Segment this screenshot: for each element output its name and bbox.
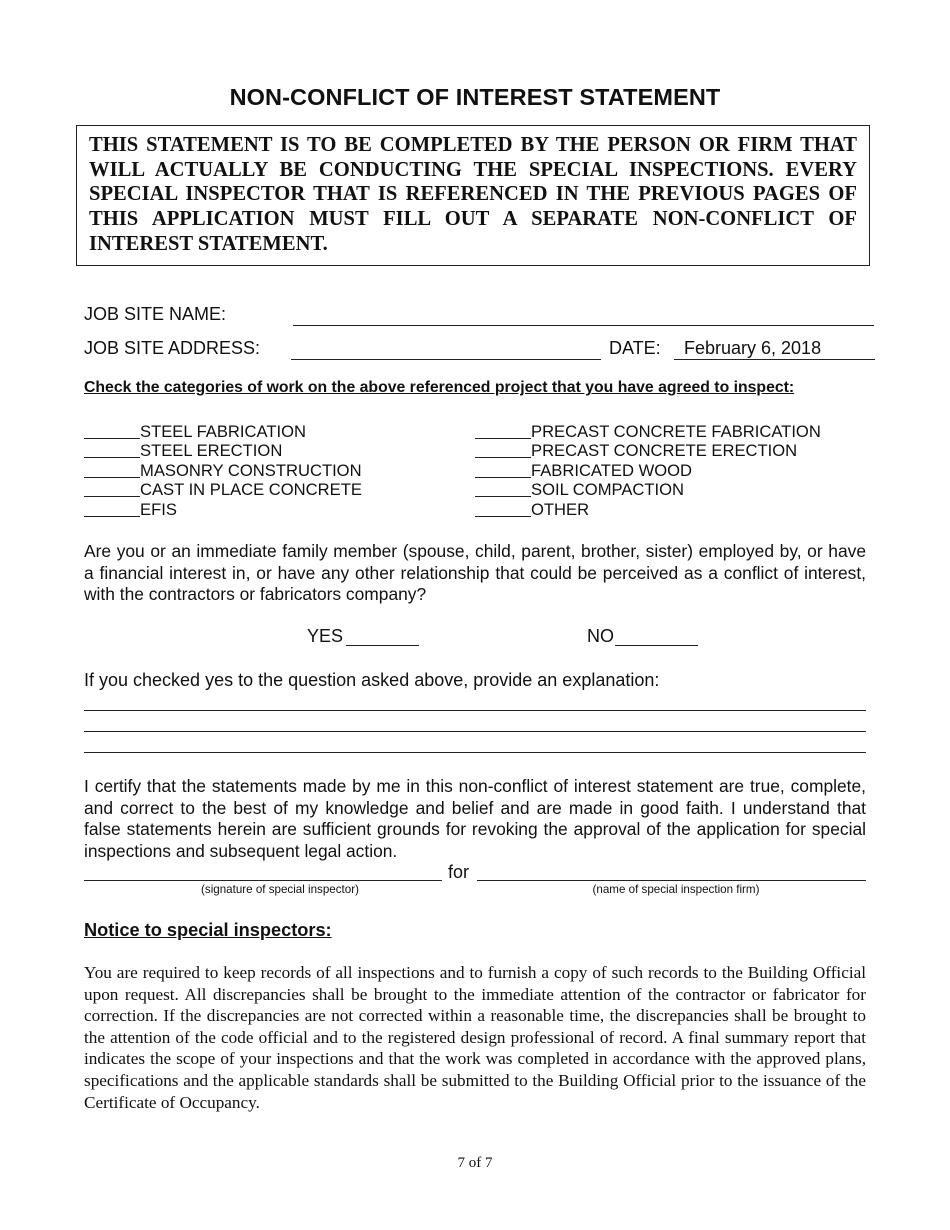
firm-caption: (name of special inspection firm) [592, 883, 760, 896]
category-label: STEEL FABRICATION [140, 421, 306, 441]
category-item[interactable] [475, 421, 875, 441]
conflict-question: Are you or an immediate family member (spouse, child, parent, brother, sister) employed by, or have a financial interest in, or have any other relationship that could be perceived as a conflict of interest, with the contractors or fabricators company? [84, 541, 866, 604]
page-number: 7 of 7 [457, 1155, 493, 1171]
yes-label: YES [307, 626, 344, 646]
no-answer-line[interactable] [615, 645, 698, 646]
job-site-address-line [291, 359, 601, 360]
explanation-line[interactable] [84, 752, 866, 753]
category-checkbox-line[interactable] [475, 481, 531, 497]
firm-name-line[interactable] [477, 880, 866, 881]
category-checkbox-line[interactable] [84, 423, 140, 439]
yes-answer-line[interactable] [346, 645, 419, 646]
category-item[interactable] [475, 460, 875, 480]
date-field[interactable]: February 6, 2018 [684, 338, 822, 358]
job-site-name-label: JOB SITE NAME: [84, 304, 227, 324]
job-site-address-field[interactable] [294, 338, 598, 359]
category-item[interactable] [84, 441, 464, 461]
category-label: OTHER [531, 499, 590, 519]
page-title: NON-CONFLICT OF INTEREST STATEMENT [229, 84, 721, 110]
explanation-line[interactable] [84, 710, 866, 711]
category-item[interactable] [84, 480, 464, 500]
category-item[interactable] [84, 499, 464, 519]
job-site-name-line [293, 325, 874, 326]
category-item[interactable] [475, 480, 875, 500]
category-item[interactable] [84, 460, 464, 480]
categories-right-list [475, 421, 875, 519]
notice-text: You are required to keep records of all inspections and to furnish a copy of such records to the Building Official upon request. All discrepancies shall be brought to the immediate attention of the contractor or fabricator for correction. If the discrepancies are not corrected within a reasonable time, the discrepancies shall be brought to the attention of the code official and to the registered design professional of record. A final summary report that indicates the scope of your inspections and that the work was completed in accordance with the approved plans, specifications and the applicable standards shall be submitted to the Building Official prior to the issuance of the Certificate of Occupancy. [84, 963, 866, 1112]
explanation-line[interactable] [84, 731, 866, 732]
category-label: CAST IN PLACE CONCRETE [140, 480, 362, 500]
category-checkbox-line[interactable] [475, 423, 531, 439]
category-label: MASONRY CONSTRUCTION [140, 460, 362, 480]
notice-heading: Notice to special inspectors: [84, 920, 332, 940]
category-label: EFIS [140, 499, 177, 519]
category-checkbox-line[interactable] [84, 481, 140, 497]
categories-left-list [84, 421, 464, 519]
no-label: NO [587, 626, 614, 646]
signature-caption: (signature of special inspector) [201, 883, 359, 896]
category-label: FABRICATED WOOD [531, 460, 693, 480]
instruction-text: THIS STATEMENT IS TO BE COMPLETED BY THE PERSON OR FIRM THAT WILL ACTUALLY BE CONDUCTING THE SPECIAL INSPECTIONS. EVERY SPECIAL INSPECTOR THAT IS REFERENCED IN THE PREVIOUS PAGES OF THIS APPLICATION MUST FILL OUT A SEPARATE NON-CONFLICT OF INTEREST STATEMENT. [89, 134, 857, 255]
category-checkbox-line[interactable] [84, 442, 140, 458]
category-item[interactable] [84, 421, 464, 441]
categories-heading: Check the categories of work on the above referenced project that you have agreed to inspect: [84, 379, 795, 396]
category-item[interactable] [475, 441, 875, 461]
category-label: SOIL COMPACTION [531, 480, 685, 500]
job-site-name-field[interactable] [296, 304, 872, 325]
date-line [674, 359, 875, 360]
category-item[interactable] [475, 499, 875, 519]
category-label: PRECAST CONCRETE ERECTION [531, 441, 798, 461]
job-site-address-label: JOB SITE ADDRESS: [84, 338, 261, 358]
category-checkbox-line[interactable] [475, 501, 531, 517]
certification-text: I certify that the statements made by me in this non-conflict of interest statement are true, complete, and correct to the best of my knowledge and belief and are made in good faith. I understand that false statements herein are sufficient grounds for revoking the approval of the application for special inspections and subsequent legal action. [84, 776, 866, 861]
explanation-prompt: If you checked yes to the question asked above, provide an explanation: [84, 670, 660, 690]
category-label: STEEL ERECTION [140, 441, 283, 461]
category-checkbox-line[interactable] [84, 501, 140, 517]
category-label: PRECAST CONCRETE FABRICATION [531, 421, 821, 441]
category-checkbox-line[interactable] [475, 442, 531, 458]
date-label: DATE: [609, 338, 661, 358]
category-checkbox-line[interactable] [84, 462, 140, 478]
category-checkbox-line[interactable] [475, 462, 531, 478]
signature-line[interactable] [84, 880, 442, 881]
for-label: for [448, 862, 470, 882]
